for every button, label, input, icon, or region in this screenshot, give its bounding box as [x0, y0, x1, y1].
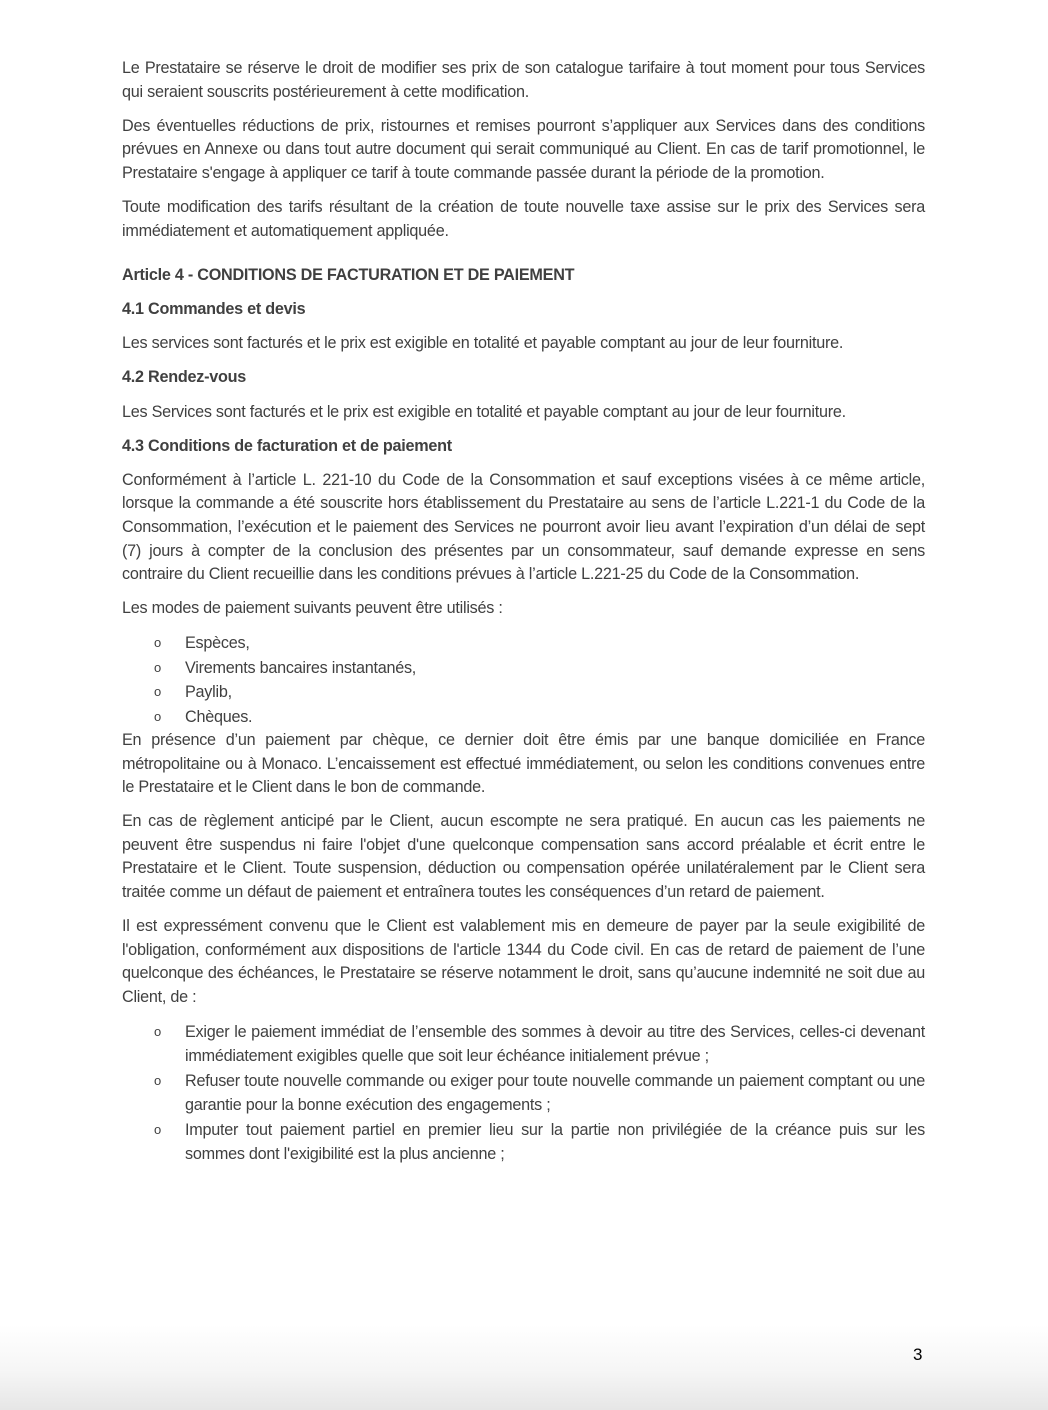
paragraph-formal-notice: Il est expressément convenu que le Client est valablement mis en demeure de payer par la seule exigibilité de l'obligation, conformément aux dispositions de l'article 1344 du Code civil. En cas de retard de paiement de l’une quelconque des échéances, le Prestataire se réserve notamment le droit, sans qu’aucune indemnité ne soit due au Client, de : [122, 917, 925, 1006]
paragraph-tax-changes: Toute modification des tarifs résultant de la création de toute nouvelle taxe assise sur le prix des Services sera immédiatement et automatiquement appliquée. [122, 197, 925, 240]
list-item [122, 1118, 925, 1167]
list-item [122, 656, 925, 680]
section-4-3-title: 4.3 Conditions de facturation et de paiement [122, 436, 452, 455]
section-4-2-text: Les Services sont facturés et le prix est exigible en totalité et payable comptant au jour de leur fourniture. [122, 402, 846, 421]
list-item [122, 1020, 925, 1069]
paragraph-price-modification: Le Prestataire se réserve le droit de modifier ses prix de son catalogue tarifaire à tout moment pour tous Services qui seraient souscrits postérieurement à cette modification. [122, 59, 925, 101]
circle-bullet-icon: o [154, 708, 161, 724]
payment-mode-transfer: Virements bancaires instantanés, [185, 658, 417, 677]
section-4-1-text: Les services sont facturés et le prix est exigible en totalité et payable comptant au jour de leur fourniture. [122, 334, 844, 353]
article-4-title: Article 4 - CONDITIONS DE FACTURATION ET DE PAIEMENT [122, 266, 575, 285]
payment-modes-intro: Les modes de paiement suivants peuvent être utilisés : [122, 599, 503, 618]
right-immediate-payment: Exiger le paiement immédiat de l’ensemble des sommes à devoir au titre des Services, celles-ci devenant immédiatement exigibles quelle que soit leur échéance initialement prévue ; [185, 1022, 925, 1066]
section-4-1-title: 4.1 Commandes et devis [122, 300, 306, 319]
circle-bullet-icon: o [154, 1072, 161, 1088]
paragraph-anticipated-payment: En cas de règlement anticipé par le Client, aucun escompte ne sera pratiqué. En aucun cas les paiements ne peuvent être suspendus ni faire l'objet d'une quelconque compensation sans accord préalable et écrit entre le Prestataire et le Client. Toute suspension, déduction ou compensation opérée unilatéralement par le Client sera traitée comme un défaut de paiement et entraînera toutes les conséquences d’un retard de paiement. [122, 812, 925, 901]
page-content [122, 57, 925, 1166]
circle-bullet-icon: o [154, 684, 161, 700]
payment-mode-paylib: Paylib, [185, 683, 232, 702]
page-number: 3 [913, 1345, 923, 1364]
circle-bullet-icon: o [154, 1121, 161, 1137]
paragraph-reductions: Des éventuelles réductions de prix, ristournes et remises pourront s’appliquer aux Services dans des conditions prévues en Annexe ou dans tout autre document qui serait communiqué au Client. En cas de tarif promotionnel, le Prestataire s'engage à appliquer ce tarif à toute commande passée durant la période de la promotion. [122, 116, 925, 182]
right-refuse-order: Refuser toute nouvelle commande ou exiger pour toute nouvelle commande un paiement comptant ou une garantie pour la bonne exécution des engagements ; [185, 1071, 925, 1115]
list-item [122, 1069, 925, 1118]
paragraph-consumer-code: Conformément à l’article L. 221-10 du Code de la Consommation et sauf exceptions visées à ce même article, lorsque la commande a été souscrite hors établissement du Prestataire au sens de l’article L.221-1 du Code de la Consommation, l’exécution et le paiement des Services ne pourront avoir lieu avant l’expiration d’un délai de sept (7) jours à compter de la conclusion des présentes par un consommateur, sauf demande expresse en sens contraire du Client recueillie dans les conditions prévues à l’article L.221-25 du Code de la Consommation. [122, 470, 925, 584]
payment-mode-cash: Espèces, [185, 634, 250, 653]
list-item [122, 705, 925, 729]
payment-mode-cheque: Chèques. [185, 707, 253, 726]
circle-bullet-icon: o [154, 659, 161, 675]
paragraph-cheque-payment: En présence d’un paiement par chèque, ce dernier doit être émis par une banque domiciliée en France métropolitaine ou à Monaco. L’encaissement est effectué immédiatement, ou selon les conditions convenues entre le Prestataire et le Client dans le bon de commande. [122, 730, 925, 797]
section-4-2-title: 4.2 Rendez-vous [122, 368, 246, 387]
circle-bullet-icon: o [154, 635, 161, 651]
list-item [122, 631, 925, 655]
provider-rights-list [122, 1020, 925, 1166]
circle-bullet-icon: o [154, 1023, 161, 1039]
right-impute-partial-payment: Imputer tout paiement partiel en premier lieu sur la partie non privilégiée de la créance puis sur les sommes dont l'exigibilité est la plus ancienne ; [185, 1120, 925, 1163]
payment-modes-list [122, 631, 925, 729]
list-item [122, 680, 925, 704]
